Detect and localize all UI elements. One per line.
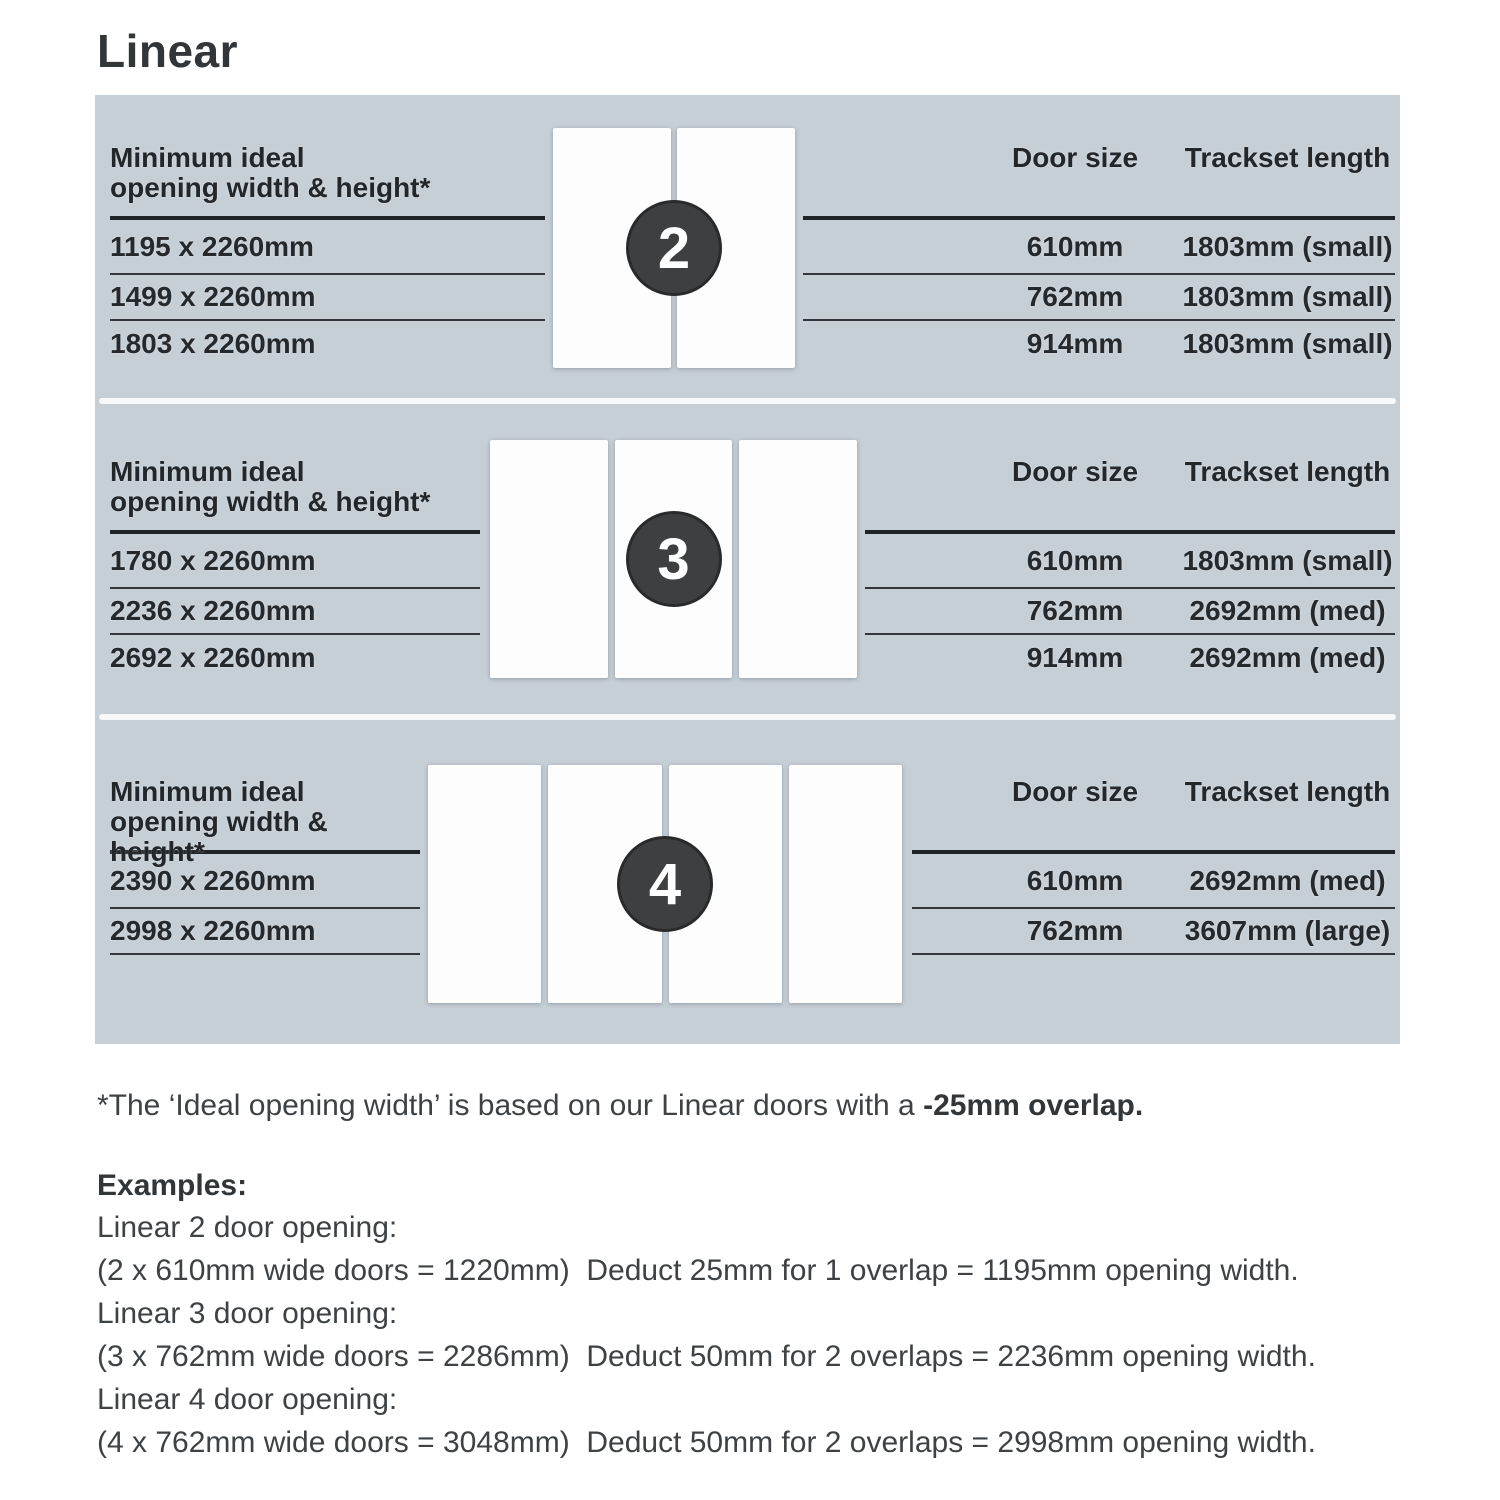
opening-size-row: 2236 x 2260mm [110, 589, 480, 635]
trackset-length-value: 3607mm (large) [1184, 915, 1391, 946]
door-size-value: 762mm [1026, 595, 1124, 626]
trackset-table-header [912, 777, 1395, 837]
example-calc: (2 x 610mm wide doors = 1220mm) Deduct 25mm for 1 overlap = 1195mm opening width. [97, 1254, 1299, 1287]
example-label: Linear 4 door opening: [97, 1383, 398, 1416]
min-opening-header-line1: Minimum ideal [110, 142, 305, 173]
trackset-length-value: 1803mm (small) [1182, 281, 1393, 312]
door-count-badge: 4 [617, 836, 713, 932]
door-count-badge: 3 [626, 511, 722, 607]
trackset-row [912, 909, 1395, 955]
footnote-bold: -25mm overlap. [923, 1089, 1144, 1122]
example-label: Linear 3 door opening: [97, 1297, 398, 1330]
examples-heading: Examples: [97, 1169, 248, 1202]
notes [97, 1086, 1427, 1464]
trackset-length-value: 2692mm (med) [1189, 595, 1386, 626]
trackset-length-header: Trackset length [1184, 142, 1391, 173]
min-opening-header-line2: opening width & height* [110, 806, 328, 867]
trackset-table [912, 777, 1395, 955]
door-diagram-4 [428, 765, 902, 1003]
footnote [97, 1086, 1427, 1126]
trackset-length-value: 2692mm (med) [1189, 864, 1386, 896]
door-size-header: Door size [1011, 142, 1139, 173]
spec-panel [95, 95, 1400, 1044]
opening-size-row: 1195 x 2260mm [110, 220, 545, 275]
door-size-header: Door size [1011, 776, 1139, 807]
trackset-length-value: 1803mm (small) [1182, 230, 1393, 262]
door-size-value: 610mm [1026, 544, 1124, 576]
trackset-length-value: 2692mm (med) [1189, 642, 1386, 673]
opening-size-row: 1780 x 2260mm [110, 534, 480, 589]
door-size-value: 610mm [1026, 864, 1124, 896]
example-calc: (3 x 762mm wide doors = 2286mm) Deduct 50mm for 2 overlaps = 2236mm opening width. [97, 1340, 1316, 1373]
opening-size-row: 2692 x 2260mm [110, 642, 316, 673]
opening-size-row: 1803 x 2260mm [110, 328, 316, 359]
door-size-value: 914mm [1026, 642, 1124, 673]
min-opening-header-line1: Minimum ideal [110, 776, 305, 807]
door-size-value: 762mm [1026, 915, 1124, 946]
section-4-door [95, 95, 1400, 1044]
opening-size-row: 1499 x 2260mm [110, 275, 545, 321]
trackset-length-header: Trackset length [1184, 776, 1391, 807]
trackset-row [912, 854, 1395, 909]
min-opening-table [110, 777, 420, 955]
door-size-value: 914mm [1026, 328, 1124, 359]
page-title: Linear [97, 25, 239, 77]
trackset-length-value: 1803mm (small) [1182, 544, 1393, 576]
door-size-value: 762mm [1026, 281, 1124, 312]
door-count-badge: 2 [626, 200, 722, 296]
example-label: Linear 2 door opening: [97, 1211, 398, 1244]
opening-size-row: 2998 x 2260mm [110, 909, 420, 955]
min-opening-header-line2: opening width & height* [110, 172, 431, 203]
door-panel [789, 765, 902, 1003]
min-opening-header [110, 776, 420, 867]
example-calc: (4 x 762mm wide doors = 3048mm) Deduct 50mm for 2 overlaps = 2998mm opening width. [97, 1426, 1316, 1459]
opening-size-row: 2390 x 2260mm [110, 854, 420, 909]
door-size-value: 610mm [1026, 230, 1124, 262]
door-panel [428, 765, 541, 1003]
min-opening-header-line1: Minimum ideal [110, 456, 305, 487]
trackset-length-value: 1803mm (small) [1182, 328, 1393, 359]
min-opening-header-line2: opening width & height* [110, 486, 431, 517]
trackset-length-header: Trackset length [1184, 456, 1391, 487]
door-size-header: Door size [1011, 456, 1139, 487]
footnote-text: *The ‘Ideal opening width’ is based on our Linear doors with a [97, 1089, 924, 1122]
